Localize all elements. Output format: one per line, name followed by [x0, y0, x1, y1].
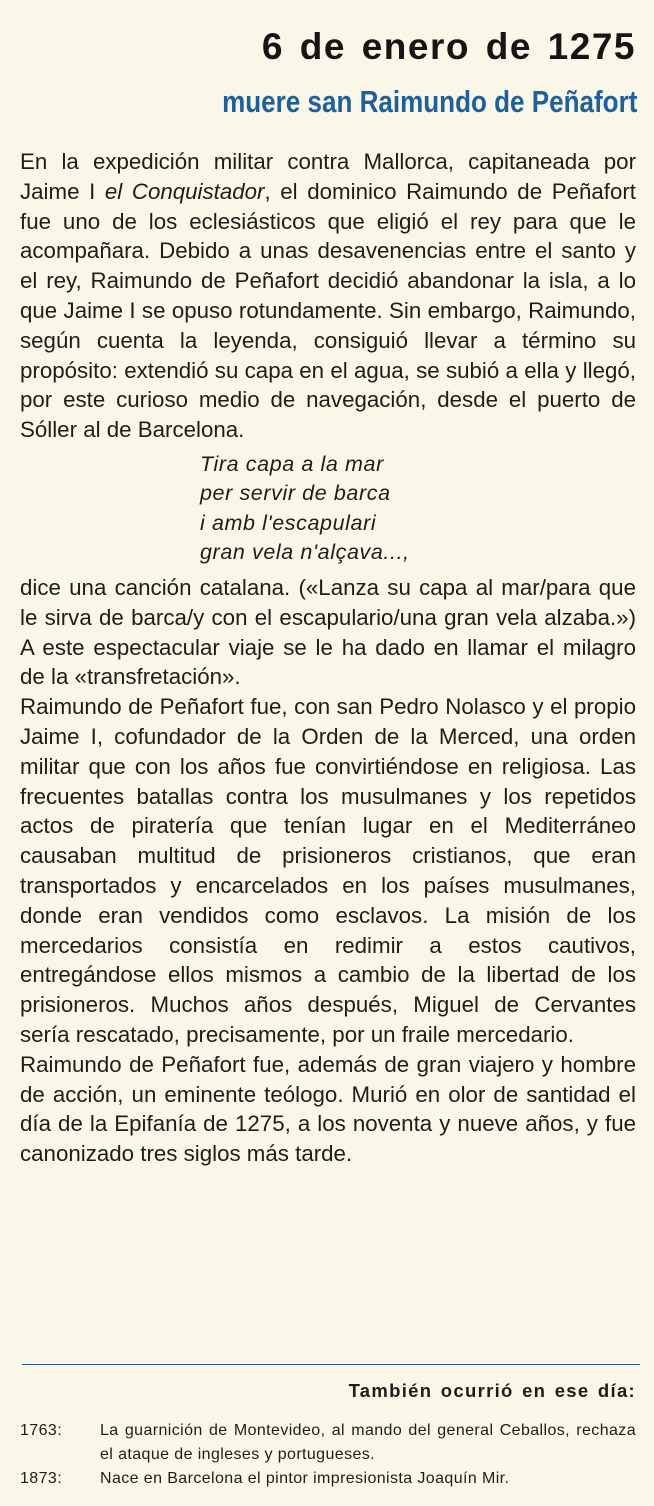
events-list — [20, 1419, 636, 1491]
date-title: 6 de enero de 1275 — [261, 26, 636, 67]
event-text: La guarnición de Montevideo, al mando del general Ceballos, rechaza el ataque de ingleses y portugueses. — [100, 1422, 636, 1463]
section-divider — [22, 1364, 640, 1365]
event-year: 1873: — [20, 1470, 63, 1487]
paragraph-intro — [20, 147, 636, 445]
event-year: 1763: — [20, 1422, 63, 1439]
verse-line: gran vela n'alçava..., — [200, 540, 410, 565]
paragraph-merced: Raimundo de Peñafort fue, con san Pedro Nolasco y el propio Jaime I, cofundador de la Orden de la Merced, una orden militar que con los años fue convirtiéndose en religiosa. Las frecuentes batallas contra los musulmanes y los repetidos actos de piratería que tenían lugar en el Mediterráneo causaban multitud de prisioneros cristianos, que eran transportados y encarcelados en los países musulmanes, donde eran vendidos como esclavos. La misión de los mercedarios consistía en redimir a estos cautivos, entregándose ellos mismos a cambio de la libertad de los prisioneros. Muchos años después, Miguel de Cervantes sería rescatado, precisamente, por un fraile mercedario. — [20, 694, 636, 1047]
event-item — [20, 1467, 636, 1491]
verse-line: Tira capa a la mar — [200, 451, 384, 476]
also-happened-heading: También ocurrió en ese día: — [348, 1380, 636, 1401]
verse-line: per servir de barca — [200, 481, 391, 506]
subtitle: muere san Raimundo de Peñafort — [221, 84, 637, 119]
verse-block — [200, 450, 636, 568]
paragraph-song: dice una canción catalana. («Lanza su capa al mar/para que le sirva de barca/y con el escapulario/una gran vela alzaba.») A este espectacular viaje se le ha dado en llamar el milagro de la «transfretación». — [20, 574, 636, 690]
paragraph-intro-text-a: En la expedición militar contra Mallorca, capitaneada por Jaime I — [20, 149, 636, 204]
verse-line: i amb l'escapulari — [200, 510, 377, 535]
event-text: Nace en Barcelona el pintor impresionista Joaquín Mir. — [100, 1470, 510, 1487]
event-item — [20, 1419, 636, 1467]
epithet-conquistador: el Conquistador — [104, 178, 265, 204]
article-body — [20, 147, 636, 1169]
paragraph-intro-text-b: , el dominico Raimundo de Peñafort fue uno de los eclesiásticos que eligió el rey para que le acompañara. Debido a unas desavenencias entre el santo y el rey, Raimundo de Peñafort decidió abandonar la isla, a lo que Jaime I se opuso rotundamente. Sin embargo, Raimundo, según cuenta la leyenda, consiguió llevar a término su propósito: extendió su capa en el agua, se subió a ella y llegó, por este curioso medio de navegación, desde el puerto de Sóller al de Barcelona. — [20, 178, 637, 443]
paragraph-death: Raimundo de Peñafort fue, además de gran viajero y hombre de acción, un eminente teólogo. Murió en olor de santidad el día de la Epifanía de 1275, a los noventa y nueve años, y fue canonizado tres siglos más tarde. — [20, 1051, 636, 1167]
